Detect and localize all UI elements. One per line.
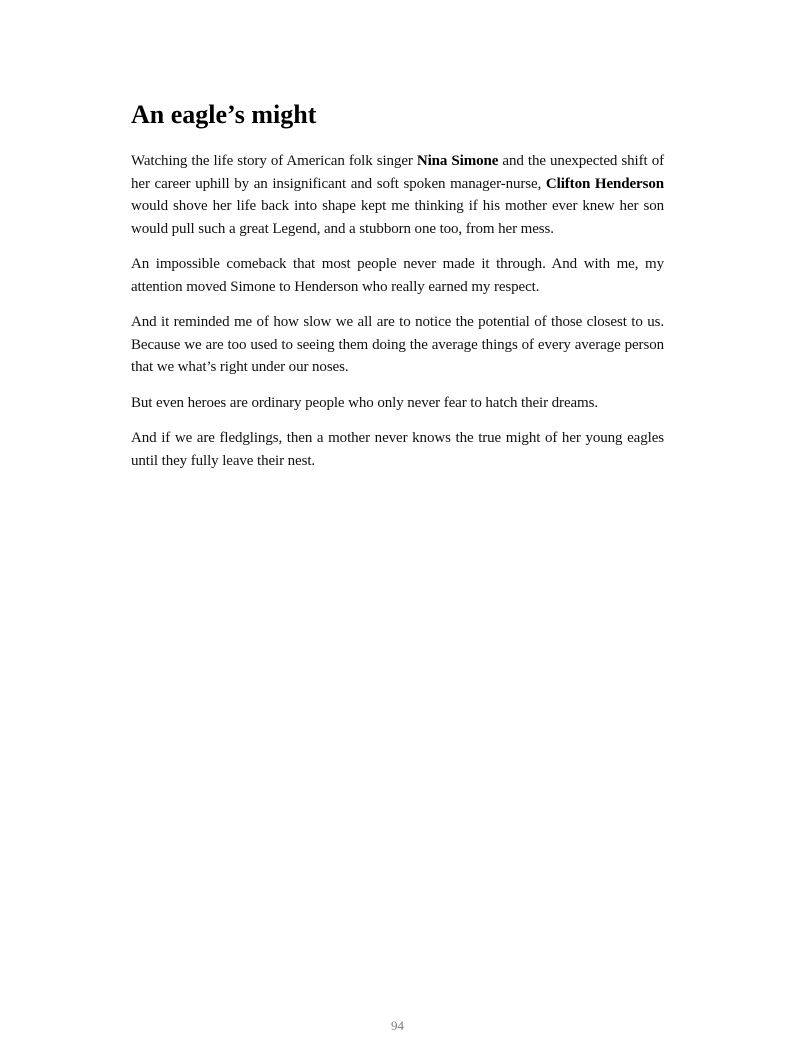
paragraph — [131, 427, 664, 472]
text-segment: Watching the life story of American folk singer — [131, 153, 417, 169]
text-segment: would shove her life back into shape kept me thinking if his mother ever knew her son would pull such a great Legend, and a stubborn one too, from her mess. — [131, 198, 664, 237]
text-segment: and the unexpected shift of her career uphill by an insignificant and soft spoken manager-nurse, — [131, 153, 664, 192]
text-segment: And if we are fledglings, then a mother never knows the true might of her young eagles until they fully leave their nest. — [131, 430, 664, 469]
text-segment: An impossible comeback that most people never made it through. And with me, my attention moved Simone to Henderson who really earned my respect. — [131, 256, 664, 295]
page-number: 94 — [391, 1018, 404, 1033]
paragraph — [131, 150, 664, 240]
paragraph — [131, 311, 664, 379]
paragraph — [131, 392, 664, 415]
text-segment: And it reminded me of how slow we all are to notice the potential of those closest to us. Because we are too used to seeing them doing the average things of every average person that we what’s right under our noses. — [131, 314, 664, 375]
bold-name-nina-simone: Nina Simone — [416, 153, 499, 169]
bold-name-clifton-henderson: Clifton Henderson — [545, 175, 664, 192]
page-title: An eagle’s might — [131, 100, 317, 129]
paragraph — [131, 253, 664, 298]
text-segment: But even heroes are ordinary people who only never fear to hatch their dreams. — [131, 394, 599, 411]
body-text — [131, 150, 664, 472]
